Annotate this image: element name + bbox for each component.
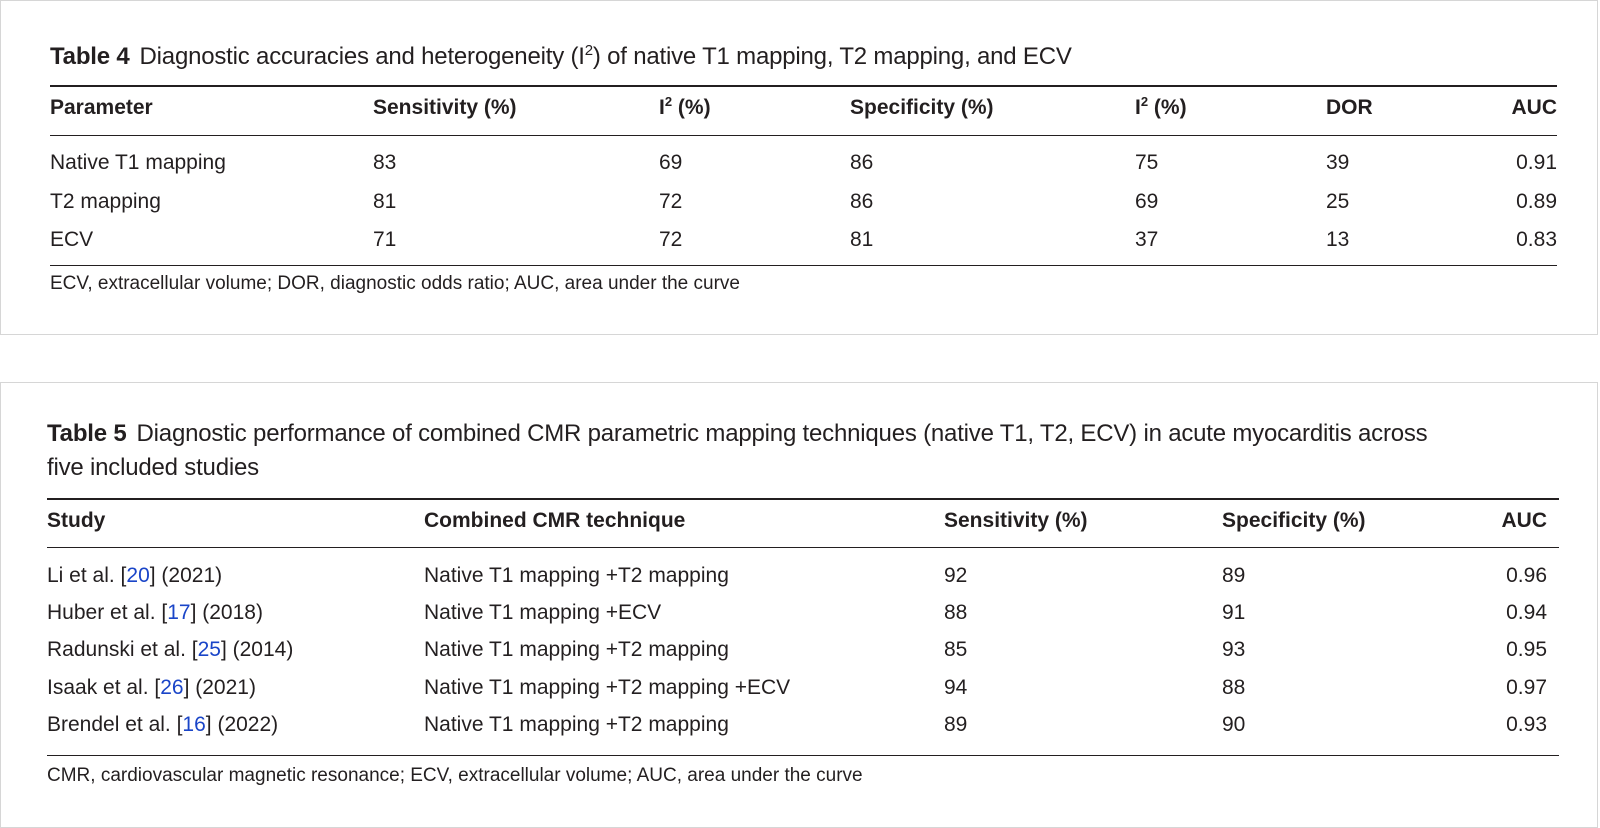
table-row-cell-parameter: ECV bbox=[50, 228, 94, 251]
reference-link[interactable]: 25 bbox=[197, 638, 221, 661]
table-row-cell-specificity: 93 bbox=[1222, 638, 1246, 661]
table-row-cell-dor: 13 bbox=[1326, 228, 1350, 251]
table-row-cell-i2-specificity: 69 bbox=[1135, 190, 1159, 213]
table-row-cell-auc: 0.96 bbox=[1506, 564, 1547, 587]
header-sensitivity: Sensitivity (%) bbox=[373, 96, 517, 119]
table-row-cell-specificity: 81 bbox=[850, 228, 874, 251]
table-row-cell-auc: 0.94 bbox=[1506, 601, 1547, 624]
table-5-label: Table 5 bbox=[47, 420, 127, 447]
header-technique: Combined CMR technique bbox=[424, 509, 686, 532]
table-5-top-rule bbox=[47, 498, 1559, 500]
table-5-caption bbox=[47, 417, 1567, 485]
header-auc: AUC bbox=[1511, 96, 1557, 119]
table-4-footnote: ECV, extracellular volume; DOR, diagnostic odds ratio; AUC, area under the curve bbox=[50, 273, 740, 294]
table-5-caption-line2: five included studies bbox=[47, 454, 259, 481]
table-row-cell-i2-specificity: 75 bbox=[1135, 151, 1159, 174]
table-row-cell-specificity: 89 bbox=[1222, 564, 1246, 587]
table-row-cell-auc: 0.91 bbox=[1516, 151, 1557, 174]
table-row-cell-study: Isaak et al. [26] (2021) bbox=[47, 676, 256, 699]
table-row-cell-specificity: 90 bbox=[1222, 713, 1246, 736]
table-row-cell-sensitivity: 83 bbox=[373, 151, 397, 174]
table-row-cell-sensitivity: 89 bbox=[944, 713, 968, 736]
table-5-bottom-rule bbox=[47, 755, 1559, 756]
table-row-cell-dor: 39 bbox=[1326, 151, 1350, 174]
table-4-header-rule bbox=[50, 135, 1557, 136]
table-row-cell-i2-sensitivity: 72 bbox=[659, 190, 683, 213]
header-parameter: Parameter bbox=[50, 96, 153, 119]
reference-link[interactable]: 20 bbox=[126, 564, 150, 587]
reference-link[interactable]: 17 bbox=[167, 601, 191, 624]
header-study: Study bbox=[47, 509, 106, 532]
table-row-cell-i2-sensitivity: 72 bbox=[659, 228, 683, 251]
table-row-cell-dor: 25 bbox=[1326, 190, 1350, 213]
table-4-caption-superscript: 2 bbox=[584, 42, 593, 59]
table-5-footnote: CMR, cardiovascular magnetic resonance; ECV, extracellular volume; AUC, area under the curve bbox=[47, 765, 863, 786]
header-auc: AUC bbox=[1501, 509, 1547, 532]
header-specificity: Specificity (%) bbox=[850, 96, 994, 119]
table-4-label: Table 4 bbox=[50, 43, 130, 70]
header-sensitivity: Sensitivity (%) bbox=[944, 509, 1088, 532]
table-row-cell-study: Li et al. [20] (2021) bbox=[47, 564, 223, 587]
table-row-cell-auc: 0.97 bbox=[1506, 676, 1547, 699]
table-row-cell-technique: Native T1 mapping +T2 mapping bbox=[424, 713, 729, 736]
table-row-cell-sensitivity: 71 bbox=[373, 228, 397, 251]
reference-link[interactable]: 26 bbox=[160, 676, 184, 699]
table-row-cell-study: Radunski et al. [25] (2014) bbox=[47, 638, 294, 661]
table-row-cell-i2-specificity: 37 bbox=[1135, 228, 1159, 251]
table-4-caption bbox=[50, 40, 1072, 74]
table-row-cell-specificity: 91 bbox=[1222, 601, 1246, 624]
header-i2-specificity: $I^2$ (%) bbox=[1135, 94, 1187, 119]
table-row-cell-i2-sensitivity: 69 bbox=[659, 151, 683, 174]
table-row-cell-technique: Native T1 mapping +T2 mapping bbox=[424, 638, 729, 661]
table-row-cell-specificity: 86 bbox=[850, 190, 874, 213]
header-dor: DOR bbox=[1326, 96, 1373, 119]
reference-link[interactable]: 16 bbox=[182, 713, 206, 736]
table-4-top-rule bbox=[50, 85, 1557, 87]
table-row-cell-technique: Native T1 mapping +T2 mapping +ECV bbox=[424, 676, 791, 699]
table-4-panel bbox=[0, 0, 1598, 335]
table-5-caption-line1: Diagnostic performance of combined CMR parametric mapping techniques (native T1, T2, ECV) in acute myocarditis across bbox=[136, 420, 1428, 447]
table-row-cell-specificity: 88 bbox=[1222, 676, 1246, 699]
table-5-panel bbox=[0, 382, 1598, 828]
header-specificity: Specificity (%) bbox=[1222, 509, 1366, 532]
table-row-cell-technique: Native T1 mapping +T2 mapping bbox=[424, 564, 729, 587]
table-row-cell-auc: 0.93 bbox=[1506, 713, 1547, 736]
table-row-cell-auc: 0.95 bbox=[1506, 638, 1547, 661]
table-4-caption-text-end: ) of native T1 mapping, T2 mapping, and ECV bbox=[592, 43, 1072, 70]
table-row-cell-sensitivity: 81 bbox=[373, 190, 397, 213]
table-row-cell-specificity: 86 bbox=[850, 151, 874, 174]
table-5-header-rule bbox=[47, 547, 1559, 548]
table-row-cell-sensitivity: 94 bbox=[944, 676, 968, 699]
table-4-bottom-rule bbox=[50, 265, 1557, 266]
table-row-cell-parameter: Native T1 mapping bbox=[50, 151, 226, 174]
table-row-cell-sensitivity: 88 bbox=[944, 601, 968, 624]
table-row-cell-auc: 0.83 bbox=[1516, 228, 1557, 251]
table-row-cell-parameter: T2 mapping bbox=[50, 190, 161, 213]
table-row-cell-study: Huber et al. [17] (2018) bbox=[47, 601, 263, 624]
header-i2-sensitivity: $I^2$ (%) bbox=[659, 94, 711, 119]
table-row-cell-auc: 0.89 bbox=[1516, 190, 1557, 213]
table-row-cell-study: Brendel et al. [16] (2022) bbox=[47, 713, 279, 736]
table-row-cell-sensitivity: 92 bbox=[944, 564, 968, 587]
table-4-caption-text: Diagnostic accuracies and heterogeneity (I bbox=[139, 43, 585, 70]
table-row-cell-sensitivity: 85 bbox=[944, 638, 968, 661]
table-row-cell-technique: Native T1 mapping +ECV bbox=[424, 601, 662, 624]
